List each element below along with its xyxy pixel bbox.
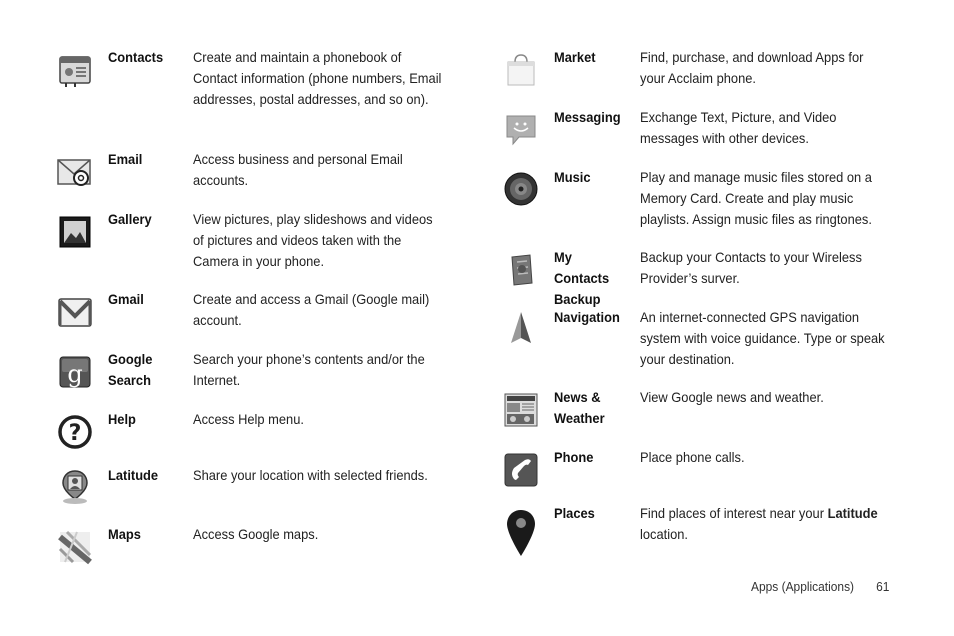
app-description: Search your phone’s contents and/or the Internet. (193, 351, 425, 388)
description-text: Find places of interest near your (640, 505, 828, 521)
app-name: Google Search (108, 351, 153, 388)
my-contacts-backup-icon (503, 252, 539, 288)
app-description: Backup your Contacts to your Wireless Provider’s surver. (640, 249, 862, 286)
app-name: Music (554, 169, 591, 185)
maps-icon (57, 529, 93, 565)
app-name: Email (108, 151, 143, 167)
app-description: Place phone calls. (640, 449, 745, 465)
app-description: Access Google maps. (193, 526, 319, 542)
app-description: Create and maintain a phonebook of Contact information (phone numbers, Email addresses, postal addresses, and so on). (193, 49, 442, 107)
app-name: Phone (554, 449, 594, 465)
app-name: Latitude (108, 467, 159, 483)
app-name: Gallery (108, 211, 152, 227)
app-description: Access Help menu. (193, 411, 304, 427)
email-icon (56, 154, 92, 190)
app-description: View pictures, play slideshows and videos of pictures and videos taken with the Camera in your phone. (193, 211, 433, 269)
app-description: Play and manage music files stored on a Memory Card. Create and play music playlists. Assign music files as ringtones. (640, 169, 872, 227)
app-name: Places (554, 505, 595, 521)
footer-section-title: Apps (Applications) (751, 579, 855, 594)
messaging-icon (503, 112, 539, 148)
app-name: News & Weather (554, 389, 605, 426)
description-text: location. (640, 526, 688, 542)
gmail-icon (57, 294, 93, 330)
app-description: Create and access a Gmail (Google mail) account. (193, 291, 430, 328)
page-number: 61 (876, 579, 890, 594)
help-icon (57, 414, 93, 450)
app-name: Messaging (554, 109, 621, 125)
page-footer (751, 579, 889, 594)
app-name: Gmail (108, 291, 144, 307)
app-description: Share your location with selected friends. (193, 467, 428, 483)
description-bold-text: Latitude (827, 505, 878, 521)
latitude-icon (57, 469, 93, 505)
app-description: View Google news and weather. (640, 389, 824, 405)
phone-icon (503, 452, 539, 488)
navigation-icon (503, 310, 539, 346)
svg-text:g: g (67, 360, 83, 388)
app-name: Navigation (554, 309, 620, 325)
contacts-icon (57, 52, 93, 88)
news-weather-icon (503, 392, 539, 428)
places-icon (503, 508, 539, 560)
app-description: Access business and personal Email accounts. (193, 151, 403, 188)
market-icon (503, 52, 539, 88)
app-name: Market (554, 49, 596, 65)
app-description: Exchange Text, Picture, and Video messages with other devices. (640, 109, 837, 146)
app-description (640, 503, 890, 545)
app-description: Find, purchase, and download Apps for your Acclaim phone. (640, 49, 864, 86)
gallery-icon (57, 214, 93, 250)
app-name: Maps (108, 526, 141, 542)
music-icon (503, 171, 539, 207)
app-description: An internet-connected GPS navigation system with voice guidance. Type or speak your destination. (640, 309, 885, 367)
app-name: My Contacts Backup (554, 249, 610, 307)
app-name: Help (108, 411, 136, 427)
google-search-icon (57, 354, 93, 390)
svg-text:?: ? (68, 421, 82, 446)
app-name: Contacts (108, 49, 164, 65)
